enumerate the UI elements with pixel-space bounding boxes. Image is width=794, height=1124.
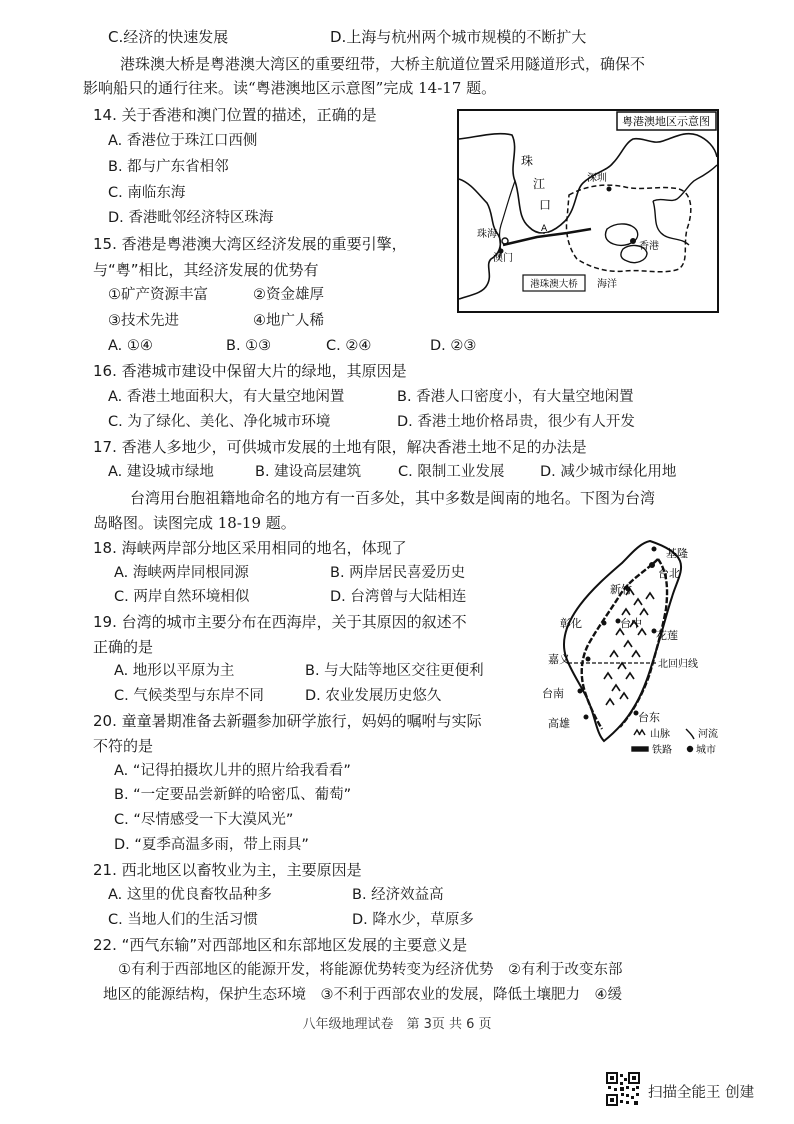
q19-option-c: C. 气候类型与东岸不同 [114,688,264,704]
q14-option-c: C. 南临东海 [108,185,186,201]
q17-option-b: B. 建设高层建筑 [255,464,362,480]
question-22: 22. “西气东输”对西部地区和东部地区发展的主要意义是 [93,936,468,954]
q18-option-d: D. 台湾曾与大陆相连 [330,589,467,605]
legend-city-label: 城市 [696,745,716,756]
city-dot-hongkong [630,238,636,244]
label-hualien: 花莲 [656,629,678,642]
q14-option-d: D. 香港毗邻经济特区珠海 [108,210,274,226]
marker-a: A [541,224,548,234]
q17-option-c: C. 限制工业发展 [398,464,505,480]
q14-option-a: A. 香港位于珠江口西侧 [108,133,258,149]
q15-option-b: B. ①③ [226,338,272,354]
q18-option-a: A. 海峡两岸同根同源 [114,565,249,581]
q13-option-c: C.经济的快速发展 [108,28,229,46]
question-21: 21. 西北地区以畜牧业为主，主要原因是 [93,861,362,879]
q15-option-c: C. ②④ [326,338,372,354]
label-macau: 澳门 [493,253,513,264]
question-17: 17. 香港人多地少，可供城市发展的土地有限，解决香港土地不足的办法是 [93,438,587,456]
q17-option-d: D. 减少城市绿化用地 [540,464,677,480]
q20-option-a: A. “记得拍摄坎儿井的照片给我看看” [114,763,351,779]
label-hongkong: 香港 [639,241,659,252]
q13-option-d: D.上海与杭州两个城市规模的不断扩大 [330,28,587,46]
label-taipei: 台北 [658,567,680,580]
map-title: 粤港澳地区示意图 [622,115,710,128]
question-14: 14. 关于香港和澳门位置的描述，正确的是 [93,106,377,124]
question-19-line1: 19. 台湾的城市主要分布在西海岸，关于其原因的叙述不 [93,613,467,631]
q21-option-a: A. 这里的优良畜牧品种多 [108,887,272,903]
label-keelung: 基隆 [666,547,688,560]
q14-option-b: B. 都与广东省相邻 [108,159,229,175]
q19-option-d: D. 农业发展历史悠久 [305,688,442,704]
q15-item-3: ③技术先进 [108,313,179,329]
label-tainan: 台南 [542,687,564,700]
q16-option-d: D. 香港土地价格昂贵，很少有人开发 [397,414,635,430]
label-shenzhen: 深圳 [587,173,607,184]
question-20-line1: 20. 童童暑期准备去新疆参加研学旅行，妈妈的嘱咐与实际 [93,712,482,730]
label-sea: 海洋 [597,279,617,290]
city-dot-macau [499,249,504,254]
label-taichung: 台中 [620,617,642,630]
legend-mountain-icon [634,730,645,735]
q19-option-a: A. 地形以平原为主 [114,663,235,679]
legend-river-icon [686,729,694,739]
q20-option-c: C. “尽情感受一下大漠风光” [114,812,294,828]
q19-option-b: B. 与大陆等地区交往更便利 [305,663,484,679]
label-tropic: 北回归线 [658,659,698,670]
question-20-line2: 不符的是 [93,737,154,755]
legend-city-icon [688,747,693,752]
question-16: 16. 香港城市建设中保留大片的绿地，其原因是 [93,362,407,380]
label-zhuhai: 珠海 [477,229,497,240]
q22-statement-line2: 地区的能源结构，保护生态环境 ③不利于西部农业的发展，降低土壤肥力 ④缓 [103,987,622,1003]
gba-map [457,109,719,313]
legend-mountain-label: 山脉 [650,729,670,740]
q17-option-a: A. 建设城市绿地 [108,464,214,480]
q15-item-4: ④地广人稀 [253,313,324,329]
taiwan-map [530,535,726,765]
label-hsinchu: 新竹 [610,583,632,596]
intro-paragraph-line1: 港珠澳大桥是粤港澳大湾区的重要纽带，大桥主航道位置采用隧道形式，确保不 [120,55,646,73]
question-15-line1: 15. 香港是粤港澳大湾区经济发展的重要引擎， [93,235,407,253]
label-kaohsiung: 高雄 [548,717,570,730]
q15-item-1: ①矿产资源丰富 [108,287,208,303]
q16-option-c: C. 为了绿化、美化、净化城市环境 [108,414,331,430]
q15-option-d: D. ②③ [430,338,477,354]
scanner-watermark [606,1072,786,1112]
taiwan-intro-line2: 岛略图。读图完成 18-19 题。 [93,514,296,532]
q20-option-b: B. “一定要品尝新鲜的哈密瓜、葡萄” [114,787,352,803]
q16-option-a: A. 香港土地面积大，有大量空地闲置 [108,389,345,405]
label-changhua: 彰化 [560,617,582,630]
pearl-river-label-2: 江 [533,177,546,191]
pearl-river-label-3: 口 [539,198,552,212]
q16-option-b: B. 香港人口密度小，有大量空地闲置 [397,389,634,405]
q18-option-b: B. 两岸居民喜爱历史 [330,565,466,581]
qr-code-icon [606,1072,640,1106]
legend-river-label: 河流 [698,729,718,740]
page-footer: 八年级地理试卷 第 3页 共 6 页 [302,1017,492,1032]
q20-option-d: D. “夏季高温多雨，带上雨具” [114,837,309,853]
question-18: 18. 海峡两岸部分地区采用相同的地名，体现了 [93,539,407,557]
pearl-river-label-1: 珠 [521,154,534,168]
q22-statement-line1: ①有利于西部地区的能源开发，将能源优势转变为经济优势 ②有利于改变东部 [118,962,623,978]
label-bridge: 港珠澳大桥 [530,279,578,290]
city-dot-shenzhen [607,187,612,192]
legend-rail-icon [632,747,648,751]
label-taitung: 台东 [638,711,660,724]
question-19-line2: 正确的是 [93,638,154,656]
q21-option-b: B. 经济效益高 [352,887,444,903]
q15-item-2: ②资金雄厚 [253,287,324,303]
label-chiayi: 嘉义 [548,653,570,666]
q21-option-c: C. 当地人们的生活习惯 [108,912,258,928]
q18-option-c: C. 两岸自然环境相似 [114,589,250,605]
intro-paragraph-line2: 影响船只的通行往来。读“粤港澳地区示意图”完成 14-17 题。 [83,79,497,97]
q15-option-a: A. ①④ [108,338,153,354]
taiwan-intro-line1: 台湾用台胞祖籍地命名的地方有一百多处，其中多数是闽南的地名。下图为台湾 [130,489,656,507]
legend-rail-label: 铁路 [652,745,672,756]
question-15-line2: 与“粤”相比，其经济发展的优势有 [93,261,319,279]
map-frame [458,110,718,312]
scanner-watermark-label: 扫描全能王 创建 [648,1085,755,1101]
q21-option-d: D. 降水少，草原多 [352,912,474,928]
